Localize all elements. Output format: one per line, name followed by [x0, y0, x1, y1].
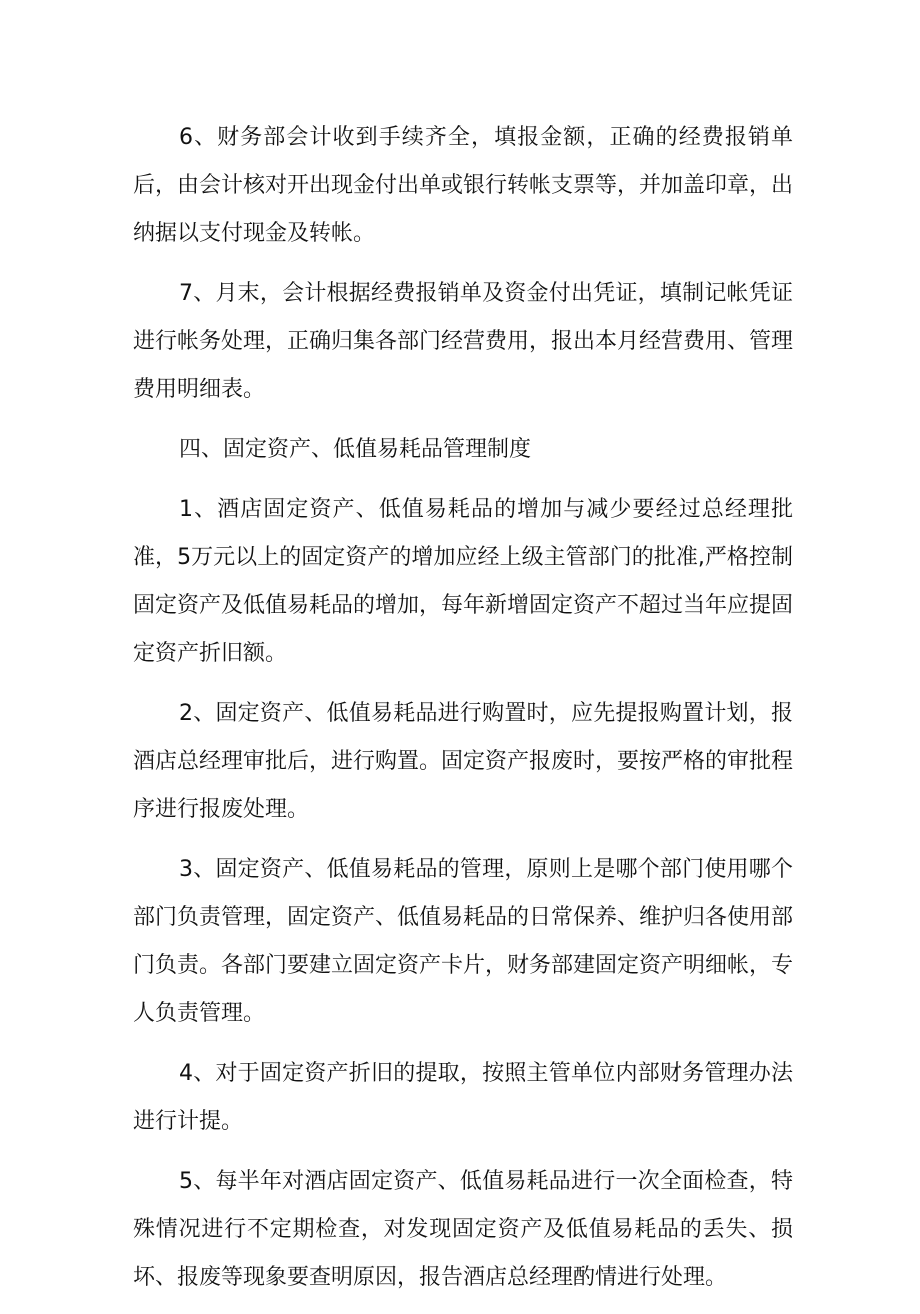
paragraph-7-month-end-accounting: 7、月末，会计根据经费报销单及资金付出凭证，填制记帐凭证进行帐务处理，正确归集各部门经营费用，报出本月经营费用、管理费用明细表。	[133, 281, 794, 402]
paragraph-semiannual-inspection: 5、每半年对酒店固定资产、低值易耗品进行一次全面检查，特殊情况进行不定期检查，对发现固定资产及低值易耗品的丢失、损坏、报废等现象要查明原因，报告酒店总经理酌情进行处理。	[133, 1169, 793, 1290]
document-body	[133, 114, 793, 1314]
paragraph-fixed-assets-management: 3、固定资产、低值易耗品的管理，原则上是哪个部门使用哪个部门负责管理，固定资产、低值易耗品的日常保养、维护归各使用部门负责。各部门要建立固定资产卡片，财务部建固定资产明细帐，专人负责管理。	[133, 857, 794, 1026]
paragraph-fixed-assets-approval: 1、酒店固定资产、低值易耗品的增加与减少要经过总经理批准，5万元以上的固定资产的增加应经上级主管部门的批准,严格控制固定资产及低值易耗品的增加，每年新增固定资产不超过当年应提固定资产折旧额。	[133, 497, 794, 666]
paragraph-6-expense-payment: 6、财务部会计收到手续齐全，填报金额，正确的经费报销单后，由会计核对开出现金付出单或银行转帐支票等，并加盖印章，出纳据以支付现金及转帐。	[133, 125, 794, 246]
paragraph-fixed-assets-purchase: 2、固定资产、低值易耗品进行购置时，应先提报购置计划，报酒店总经理审批后，进行购置。固定资产报废时，要按严格的审批程序进行报废处理。	[133, 701, 794, 822]
section-heading-fixed-assets: 四、固定资产、低值易耗品管理制度	[179, 437, 532, 462]
paragraph-depreciation: 4、对于固定资产折旧的提取，按照主管单位内部财务管理办法进行计提。	[133, 1061, 793, 1134]
